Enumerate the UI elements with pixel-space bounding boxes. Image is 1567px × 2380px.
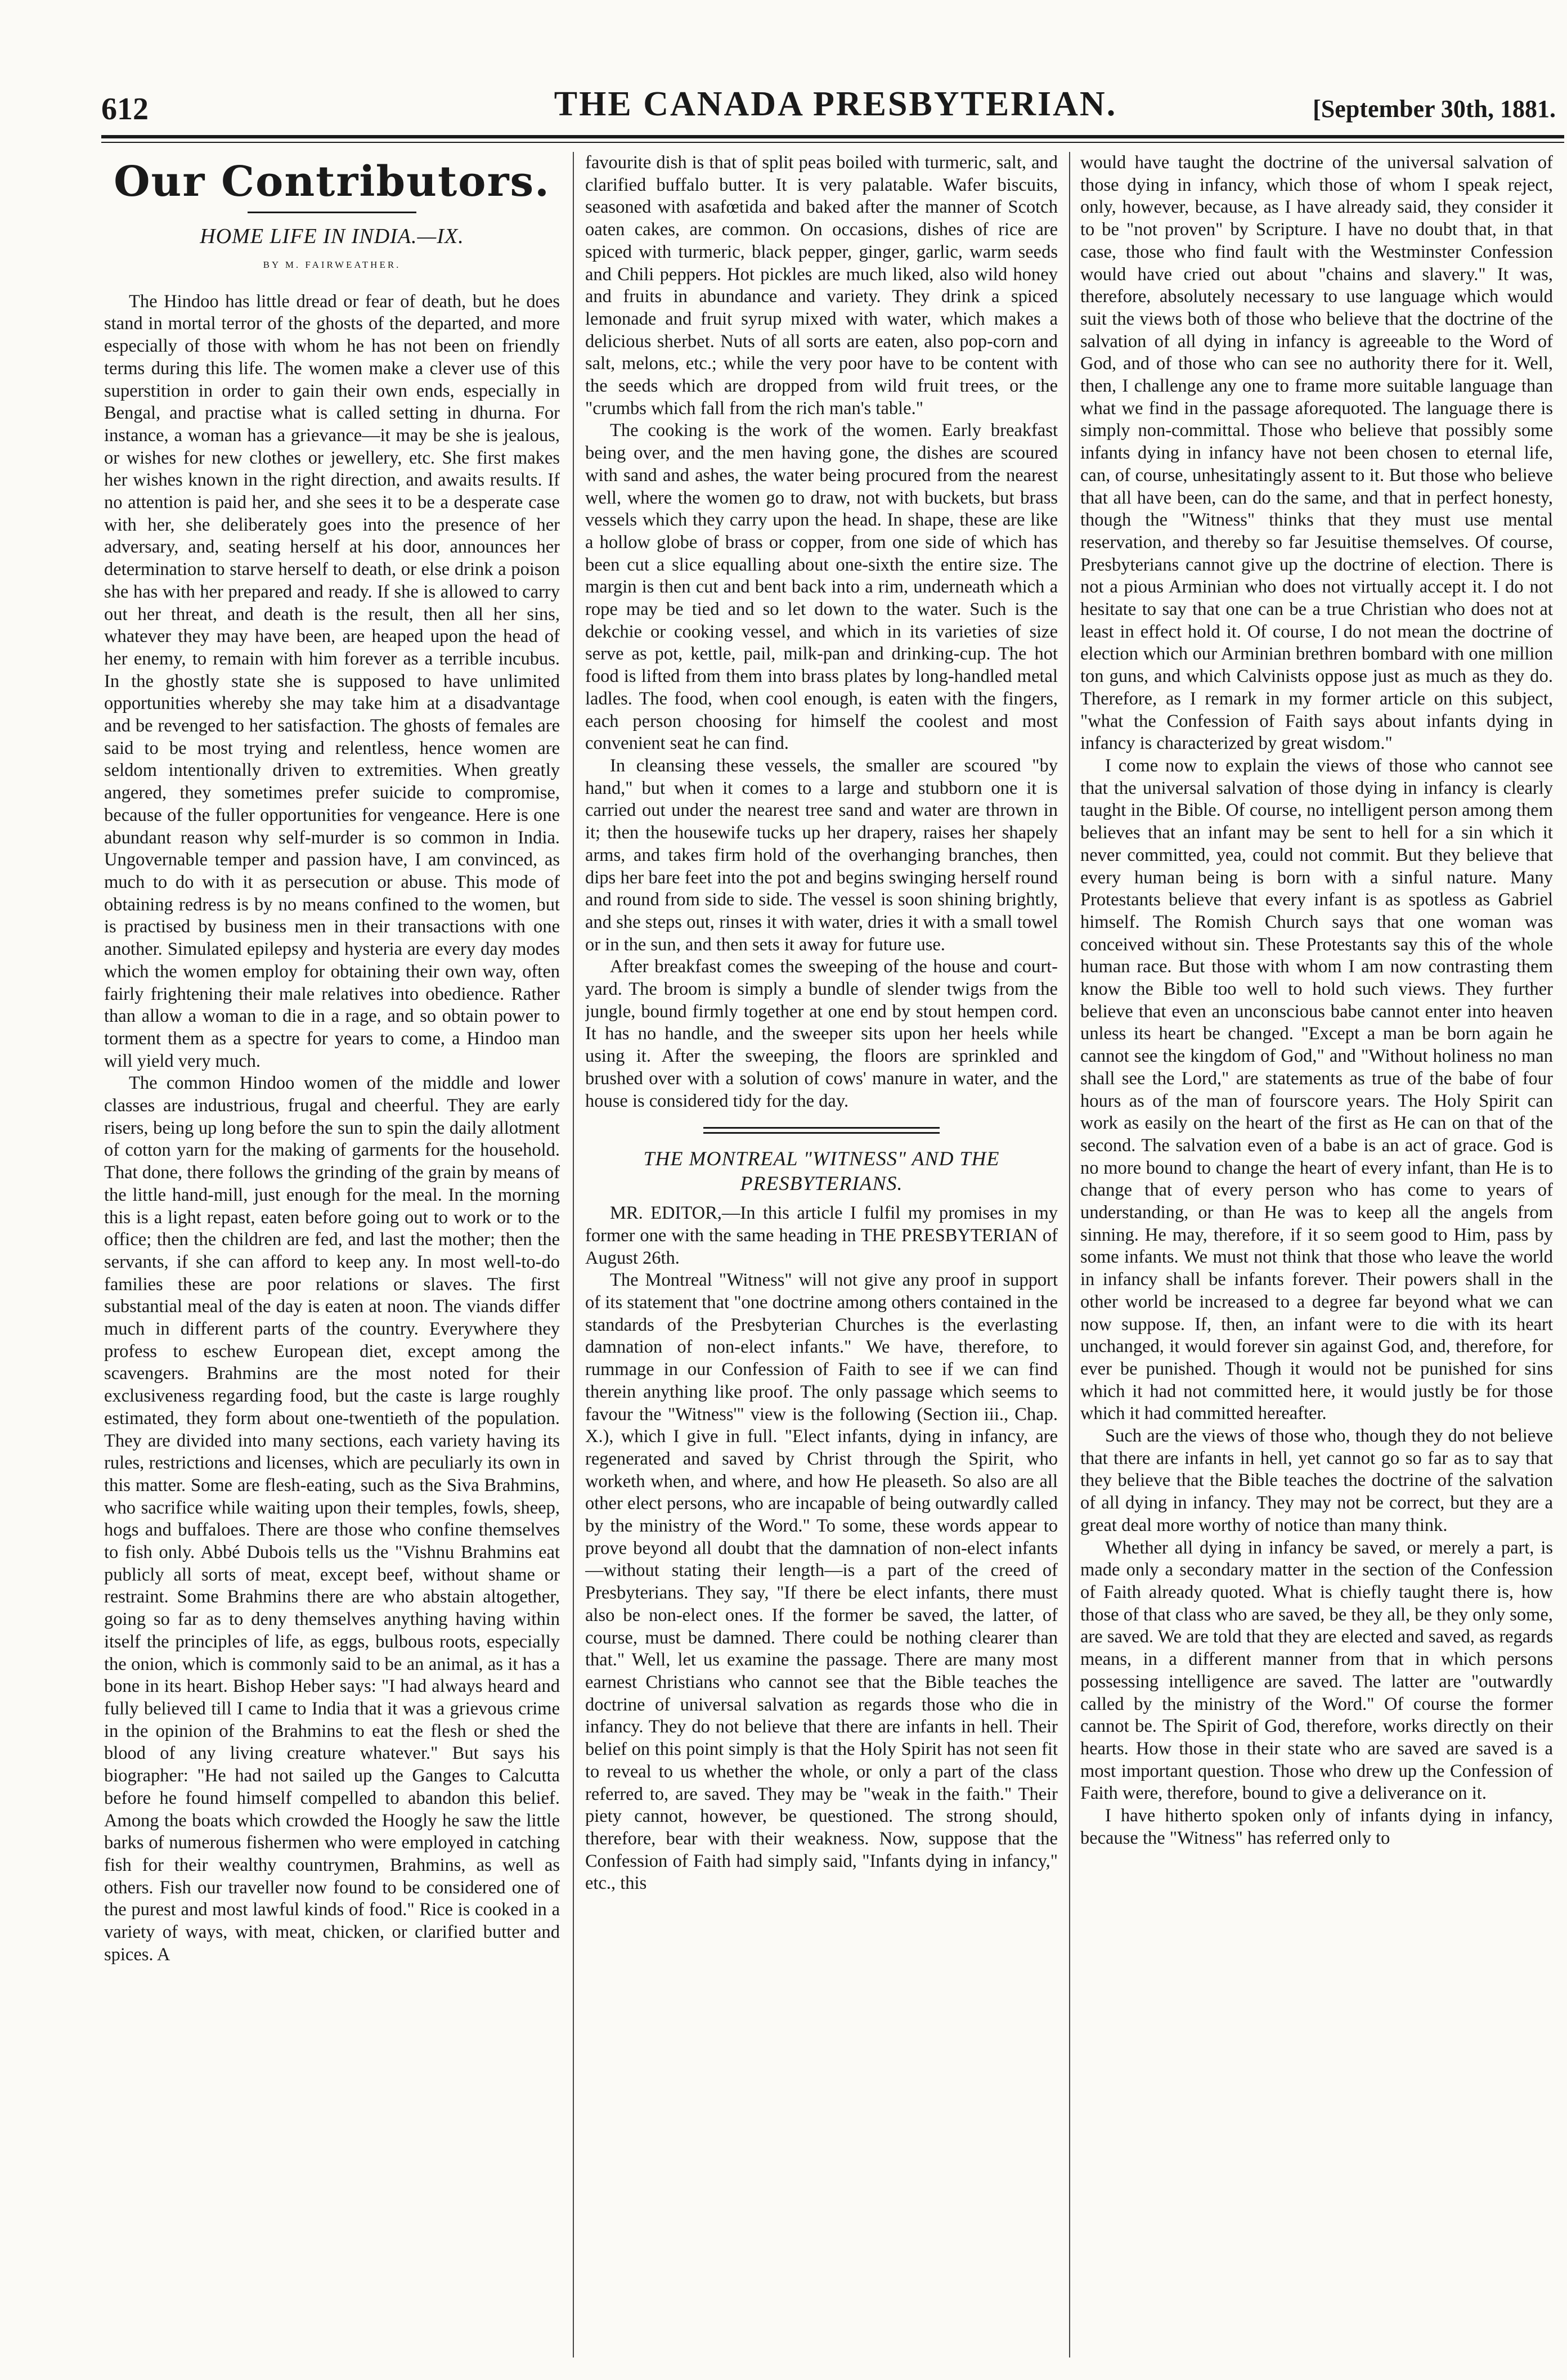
column-1 [104, 152, 560, 2357]
column-divider [573, 152, 574, 2357]
masthead-rule-thick [101, 135, 1564, 138]
article-paragraph: The Montreal "Witness" will not give any proof in support of its statement that "one doctrine among others contained in the standards of the Presbyterian Churches is the everlasting damnation of non-elect infants." We have, therefore, to rummage in our Confession of Faith to see if we can find therein anything like proof. The only passage which seems to favour the "Witness'" view is the following (Section iii., Chap. X.), which I give in full. "Elect infants, dying in infancy, are regenerated and saved by Christ through the Spirit, who worketh when, and where, and how He pleaseth. So also are all other elect persons, who are incapable of being outwardly called by the ministry of the Word." To some, these words appear to prove beyond all doubt that the damnation of non-elect infants—without stating their length—is a part of the creed of Presbyterians. They say, "If there be elect infants, there must also be non-elect ones. If the former be saved, the latter, of course, must be damned. There could be nothing clearer than that." Well, let us examine the passage. There are many most earnest Christians who cannot see that the Bible teaches the doctrine of universal salvation as regards those who die in infancy. They do not believe that there are infants in hell. Their belief on this point simply is that the Holy Spirit has not seen fit to reveal to us whether the whole, or only a part of the class referred to, are saved. They may be "weak in the faith." Their piety cannot, however, be questioned. The strong should, therefore, bear with their weakness. Now, suppose that the Confession of Faith had simply said, "Infants dying in infancy," etc., this [585, 1270, 1058, 1894]
article-paragraph: I come now to explain the views of those who cannot see that the universal salvation of those dying in infancy is clearly taught in the Bible. Of course, no intelligent person among them believes that an infant may be sent to hell for a sin which it never committed, yea, could not commit. But they believe that every human being is born with a sinful nature. Many Protestants believe that every infant is as spotless as Gabriel himself. The Romish Church says that one woman was conceived without sin. These Protestants say this of the whole human race. But those with whom I am now contrasting them know the Bible too well to hold such views. They further believe that even an unconscious babe cannot enter into heaven unless its heart be changed. "Except a man be born again he cannot see the kingdom of God," and "Without holiness no man shall see the Lord," are statements as true of the babe of four hours as of the man of fourscore years. The Holy Spirit can work as easily on the heart of the first as He can on that of the second. The salvation even of a babe is an act of grace. God is no more bound to change the heart of every infant, than He is to change that of every person who has come to years of understanding, or than He was to keep all the angels from sinning. He may, therefore, if it so seem good to Him, pass by some infants. We must not think that those who leave the world in infancy shall be infants forever. Their powers shall in the other world be increased to a degree far beyond what we can now suppose. If, then, an infant were to die with its heart unchanged, it would forever sin against God, and, therefore, for ever be punished. Though it would not be punished for sins which it had not committed here, it would justly be for those which it had committed hereafter. [1080, 755, 1553, 1424]
article-paragraph: favourite dish is that of split peas boiled with turmeric, salt, and clarified buffalo butter. It is very palatable. Wafer biscuits, seasoned with asafœtida and baked after the manner of Scotch oaten cakes, are common. On occasions, dishes of rice are spiced with turmeric, black pepper, ginger, garlic, warm seeds and Chili peppers. Hot pickles are much liked, also wild honey and fruits in abundance and variety. They drink a spiced lemonade and fruit syrup mixed with water, which makes a delicious sherbet. Nuts of all sorts are eaten, also pop-corn and salt, melons, etc.; while the very poor have to be content with the seeds which are dropped from wild fruit trees, or the "crumbs which fall from the rich man's table." [585, 152, 1058, 419]
article-paragraph: The Hindoo has little dread or fear of death, but he does stand in mortal terror of the ghosts of the departed, and more especially of those with whom he has not been on friendly terms during this life. The women make a clever use of this superstition in order to gain their own ends, especially in Bengal, and practise what is called setting in dhurna. For instance, a woman has a grievance—it may be she is jealous, or wishes for new clothes or jewellery, etc. She first makes her wishes known in the right direction, and awaits results. If no attention is paid her, and she sees it to be a desperate case with her, she deliberately goes into the presence of her adversary, and, seating herself at his door, announces her determination to starve herself to death, or else drink a poison she has with her prepared and ready. If she is allowed to carry out her threat, and death is the result, then all her sins, whatever they may have been, are heaped upon the head of her enemy, to remain with him forever as a terrible incubus. In the ghostly state she is supposed to have unlimited opportunities whereby she may take him at a disadvantage and be revenged to her satisfaction. The ghosts of females are said to be most trying and relentless, hence women are seldom intentionally driven to extremities. When greatly angered, they sometimes prefer suicide to compromise, because of the fuller opportunities for vengeance. Here is one abundant reason why self-murder is so common in India. Ungovernable temper and passion have, I am convinced, as much to do with it as persecution or abuse. This mode of obtaining redress is by no means confined to the women, but is practised by business men in their transactions with one another. Simulated epilepsy and hysteria are every day modes which the women employ for obtaining their own way, often fairly frightening their male relatives into obedience. Rather than allow a woman to die in a rage, and so obtain power to torment them as a spectre for years to come, a Hindoo man will yield very much. [104, 291, 560, 1071]
section-heading: Our Contributors. [114, 158, 550, 206]
article-paragraph: would have taught the doctrine of the universal salvation of those dying in infancy, which those of whom I speak reject, only, however, because, as I have already said, they consider it to be "not proven" by Scripture. I have no doubt that, in that case, those who find fault with the Westminster Confession would have cried out about "chains and slavery." It was, therefore, absolutely necessary to use language which would suit the views both of those who believe that the doctrine of the salvation of all dying in infancy is agreeable to the Word of God, and of those who can see no authority there for it. Well, then, I challenge any one to frame more suitable language than what we find in the passage aforequoted. The language there is simply non-committal. Those who believe that possibly some infants dying in infancy have not been chosen to eternal life, can, of course, unhesitatingly assent to it. But those who believe that all have been, can do the same, and that in perfect honesty, though the "Witness" thinks that they must use mental reservation, and thereby so far Jesuitise themselves. Of course, Presbyterians cannot give up the doctrine of election. There is not a pious Arminian who does not virtually accept it. I do not hesitate to say that one can be a true Christian who does not at least in effect hold it. Of course, I do not mean the doctrine of election which our Arminian brethren bombard with one million ton guns, and which Calvinists oppose just as much as they do. Therefore, as I remark in my former article on this subject, "what the Confession of Faith says about infants dying in infancy is characterized by great wisdom." [1080, 152, 1553, 754]
article-paragraph: Whether all dying in infancy be saved, or merely a part, is made only a secondary matter in the section of the Confession of Faith already quoted. What is chiefly taught there is, how those of that class who are saved, be they all, be they only some, are saved. We are told that they are elected and saved, as regards means, in a different manner from that in which persons possessing intelligence are saved. The latter are "outwardly called by the ministry of the Word." Of course the former cannot be. The Spirit of God, therefore, works directly on their hearts. How those in their state who are saved are saved is a most important question. Those who drew up the Confession of Faith were, therefore, bound to give a deliverance on it. [1080, 1537, 1553, 1804]
article-paragraph: In cleansing these vessels, the smaller are scoured "by hand," but when it comes to a large and stubborn one it is carried out under the nearest tree sand and water are thrown in it; then the housewife tucks up her drapery, raises her shapely arms, and takes firm hold of the overhanging branches, then dips her bare feet into the pot and begins swinging herself round and round from side to side. The vessel is soon shining brightly, and she steps out, rinses it with water, dries it with a small towel or in the sun, and then sets it away for future use. [585, 755, 1058, 955]
page-number: 612 [101, 92, 149, 127]
article-title: THE MONTREAL "WITNESS" AND THE PRESBYTERIANS. [643, 1147, 1000, 1195]
column-divider [1069, 152, 1070, 2357]
article-paragraph: After breakfast comes the sweeping of the house and court-yard. The broom is simply a bundle of slender twigs from the jungle, bound firmly together at one end by stout hempen cord. It has no handle, and the sweeper sits upon her heels while using it. After the sweeping, the floors are sprinkled and brushed over with a solution of cows' manure in water, and the house is considered tidy for the day. [585, 957, 1058, 1111]
article-divider [703, 1127, 940, 1134]
article-byline: BY M. FAIRWEATHER. [263, 259, 401, 270]
heading-rule [248, 212, 416, 213]
article-paragraph: The cooking is the work of the women. Early breakfast being over, and the men having gone, the dishes are scoured with sand and ashes, the water being procured from the nearest well, where the women go to draw, not with buckets, but brass vessels which they carry upon the head. In shape, these are like a hollow globe of brass or copper, from one side of which has been cut a slice equalling about one-sixth the entire size. The margin is then cut and bent back into a rim, underneath which a rope may be tied and so let down to the water. Such is the dekchie or cooking vessel, and which in its varieties of size serve as pot, kettle, pail, milk-pan and drinking-cup. The hot food is lifted from them into brass plates by long-handled metal ladles. The food, when cool enough, is eaten with the fingers, each person choosing for himself the coolest and most convenient seat he can find. [585, 420, 1058, 754]
article-title: HOME LIFE IN INDIA.—IX. [200, 224, 464, 248]
column-2 [585, 152, 1058, 2357]
column-3 [1080, 152, 1553, 2357]
issue-date: [September 30th, 1881. [1313, 95, 1556, 123]
masthead [101, 84, 1567, 135]
article-paragraph: MR. EDITOR,—In this article I fulfil my promises in my former one with the same heading in THE PRESBYTERIAN of August 26th. [585, 1203, 1058, 1268]
article-paragraph: The common Hindoo women of the middle and lower classes are industrious, frugal and cheerful. They are early risers, being up long before the sun to spin the daily allotment of cotton yarn for the making of garments for the household. That done, there follows the grinding of the grain by means of the little hand-mill, just enough for the meal. In the morning this is a light repast, eaten before going out to work or to the office; then the children are fed, and last the mother; then the servants, if she can afford to keep any. In most well-to-do families these are poor relations or slaves. The first substantial meal of the day is eaten at noon. The viands differ much in different parts of the country. Everywhere they profess to eschew European diet, except among the scavengers. Brahmins are the most noted for their exclusiveness regarding food, but the caste is large roughly estimated, they form about one-twentieth of the population. They are divided into many sections, each variety having its rules, restrictions and licenses, which are peculiarly its own in this matter. Some are flesh-eating, such as the Siva Brahmins, who sacrifice while waiting upon their temples, fowls, sheep, hogs and buffaloes. There are those who confine themselves to fish only. Abbé Dubois tells us the "Vishnu Brahmins eat publicly all sorts of meat, except beef, without shame or restraint. Some Brahmins there are who abstain altogether, going so far as to deny themselves anything having within itself the principles of life, as eggs, bulbous roots, especially the onion, which is commonly said to be an animal, as it has a bone in its heart. Bishop Heber says: "I had always heard and fully believed till I came to India that it was a grievous crime in the opinion of the Brahmins to eat the flesh or shed the blood of any living creature whatever." But says his biographer: "He had not sailed up the Ganges to Calcutta before he found himself compelled to abandon this belief. Among the boats which crowded the Hoogly he saw the little barks of numerous fishermen who were employed in catching fish for their wealthy countrymen, Brahmins, as well as others. Fish our traveller now found to be considered one of the purest and most lawful kinds of food." Rice is cooked in a variety of ways, with meat, chicken, or clarified butter and spices. A [104, 1073, 560, 1965]
article-paragraph: Such are the views of those who, though they do not believe that there are infants in hell, yet cannot go so far as to say that they believe that the Bible teaches the doctrine of the salvation of all dying in infancy. They may not be correct, but they are a great deal more worthy of notice than many think. [1080, 1426, 1553, 1535]
masthead-rule-thin [101, 142, 1564, 143]
publication-title: THE CANADA PRESBYTERIAN. [554, 85, 1117, 123]
article-paragraph: I have hitherto spoken only of infants dying in infancy, because the "Witness" has referred only to [1080, 1806, 1553, 1848]
